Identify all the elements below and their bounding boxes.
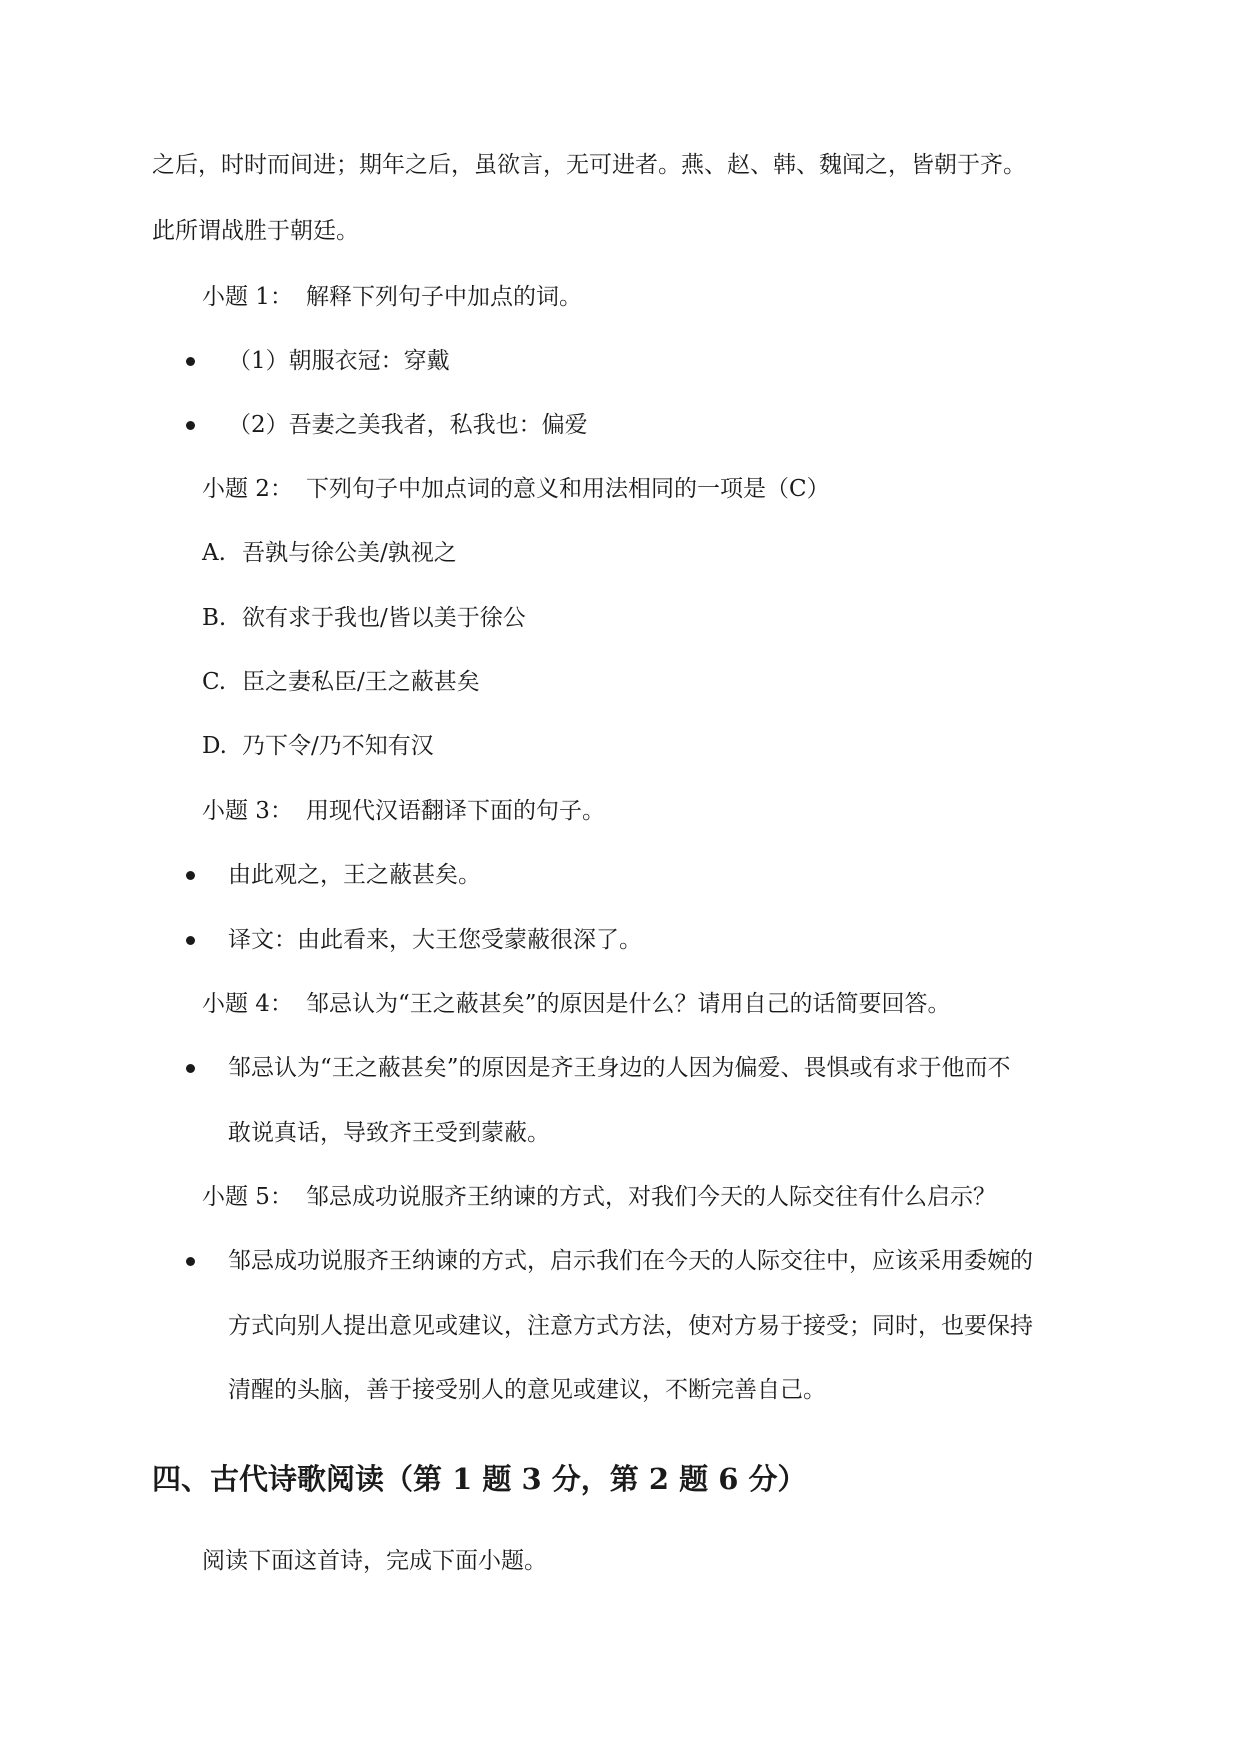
question-1-item-1: （1）朝服衣冠：穿戴 xyxy=(228,348,450,374)
question-5-prompt: 邹忌成功说服齐王纳谏的方式，对我们今天的人际交往有什么启示？ xyxy=(306,1184,996,1210)
question-2 xyxy=(202,474,830,504)
option-b xyxy=(202,603,526,633)
option-c xyxy=(202,667,480,697)
question-2-prompt: 下列句子中加点词的意义和用法相同的一项是（C） xyxy=(306,476,830,502)
question-5-answer-line-3: 清醒的头脑，善于接受别人的意见或建议，不断完善自己。 xyxy=(228,1377,826,1403)
question-3-prompt: 用现代汉语翻译下面的句子。 xyxy=(306,798,605,824)
option-a xyxy=(202,538,457,568)
option-c-letter: C. xyxy=(202,669,227,695)
question-3-item-1: 由此观之，王之蔽甚矣。 xyxy=(228,862,481,888)
option-b-text: 欲有求于我也/皆以美于徐公 xyxy=(242,605,526,631)
question-5-label: 小题 5： xyxy=(202,1184,293,1210)
question-1-item-2: （2）吾妻之美我者，私我也：偏爱 xyxy=(228,412,588,438)
question-3-label: 小题 3： xyxy=(202,798,293,824)
question-5-answer-line-2: 方式向别人提出意见或建议，注意方式方法，使对方易于接受；同时，也要保持 xyxy=(228,1313,1033,1339)
passage-line-1: 之后，时时而间进；期年之后，虽欲言，无可进者。燕、赵、韩、魏闻之，皆朝于齐。 xyxy=(152,152,1026,178)
question-1-prompt: 解释下列句子中加点的词。 xyxy=(306,284,582,310)
question-2-label: 小题 2： xyxy=(202,476,293,502)
bullet-icon xyxy=(186,871,195,880)
question-3-item-2: 译文：由此看来，大王您受蒙蔽很深了。 xyxy=(228,927,642,953)
option-d xyxy=(202,731,434,761)
question-4-answer-line-1: 邹忌认为“王之蔽甚矣”的原因是齐王身边的人因为偏爱、畏惧或有求于他而不 xyxy=(228,1055,1011,1081)
bullet-icon xyxy=(186,421,195,430)
question-5-answer-line-1: 邹忌成功说服齐王纳谏的方式，启示我们在今天的人际交往中，应该采用委婉的 xyxy=(228,1248,1033,1274)
question-1 xyxy=(202,282,582,312)
question-3 xyxy=(202,796,605,826)
option-a-letter: A. xyxy=(202,540,226,566)
bullet-icon xyxy=(186,357,195,366)
question-4-prompt: 邹忌认为“王之蔽甚矣”的原因是什么？请用自己的话简要回答。 xyxy=(306,991,951,1017)
section-heading: 四、古代诗歌阅读（第 1 题 3 分，第 2 题 6 分） xyxy=(152,1462,807,1496)
section-intro: 阅读下面这首诗，完成下面小题。 xyxy=(202,1548,547,1574)
question-4-label: 小题 4： xyxy=(202,991,293,1017)
question-5 xyxy=(202,1182,996,1212)
bullet-icon xyxy=(186,1257,195,1266)
passage-line-2: 此所谓战胜于朝廷。 xyxy=(152,218,359,244)
option-a-text: 吾孰与徐公美/孰视之 xyxy=(242,540,457,566)
question-4 xyxy=(202,989,951,1019)
option-d-text: 乃下令/乃不知有汉 xyxy=(242,733,434,759)
bullet-icon xyxy=(186,936,195,945)
option-d-letter: D. xyxy=(202,733,227,759)
option-c-text: 臣之妻私臣/王之蔽甚矣 xyxy=(242,669,480,695)
option-b-letter: B. xyxy=(202,605,227,631)
question-1-label: 小题 1： xyxy=(202,284,293,310)
bullet-icon xyxy=(186,1064,195,1073)
question-4-answer-line-2: 敢说真话，导致齐王受到蒙蔽。 xyxy=(228,1120,550,1146)
